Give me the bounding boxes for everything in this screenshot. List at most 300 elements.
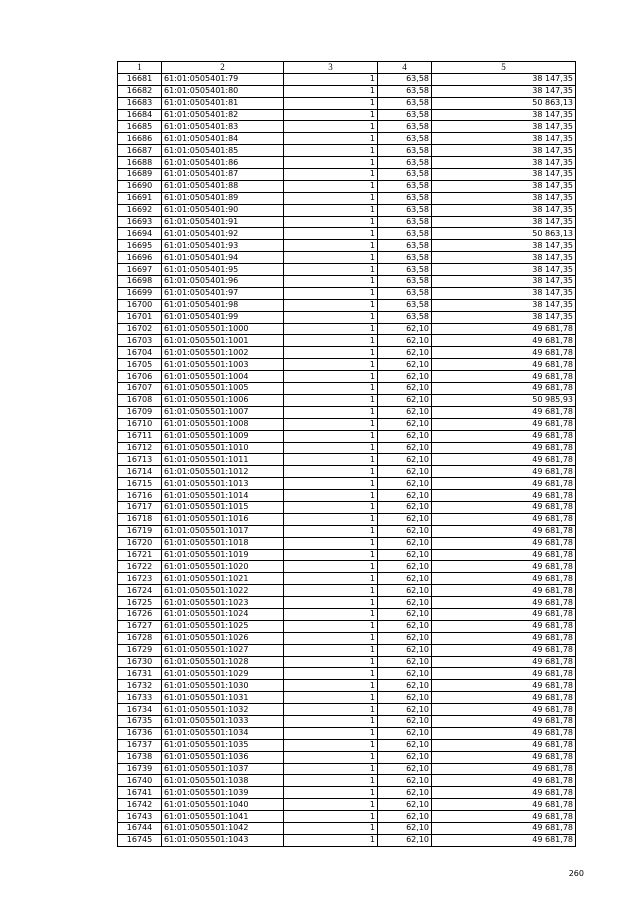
value-cell: 49 681,78 (432, 656, 576, 668)
row-number-cell: 16742 (118, 799, 162, 811)
cadastral-number-cell: 61:01:0505501:1019 (162, 549, 284, 561)
column-header: 4 (378, 62, 432, 74)
value-cell: 49 681,78 (432, 585, 576, 597)
area-cell: 62,10 (378, 323, 432, 335)
row-number-cell: 16713 (118, 454, 162, 466)
table-row (118, 169, 576, 181)
cadastral-number-cell: 61:01:0505501:1008 (162, 418, 284, 430)
table-row (118, 787, 576, 799)
table-row (118, 490, 576, 502)
value-cell: 49 681,78 (432, 454, 576, 466)
count-cell: 1 (284, 668, 378, 680)
area-cell: 62,10 (378, 680, 432, 692)
value-cell: 49 681,78 (432, 644, 576, 656)
area-cell: 63,58 (378, 299, 432, 311)
value-cell: 49 681,78 (432, 704, 576, 716)
count-cell: 1 (284, 466, 378, 478)
cadastral-number-cell: 61:01:0505501:1005 (162, 383, 284, 395)
area-cell: 62,10 (378, 335, 432, 347)
count-cell: 1 (284, 704, 378, 716)
count-cell: 1 (284, 192, 378, 204)
table-row (118, 727, 576, 739)
row-number-cell: 16695 (118, 240, 162, 252)
table-row (118, 811, 576, 823)
table-row (118, 311, 576, 323)
row-number-cell: 16701 (118, 311, 162, 323)
value-cell: 49 681,78 (432, 811, 576, 823)
row-number-cell: 16703 (118, 335, 162, 347)
table-row (118, 252, 576, 264)
table-row (118, 347, 576, 359)
table-row (118, 597, 576, 609)
value-cell: 49 681,78 (432, 787, 576, 799)
area-cell: 62,10 (378, 394, 432, 406)
count-cell: 1 (284, 739, 378, 751)
area-cell: 62,10 (378, 525, 432, 537)
value-cell: 38 147,35 (432, 145, 576, 157)
table-row (118, 157, 576, 169)
column-header: 1 (118, 62, 162, 74)
area-cell: 62,10 (378, 537, 432, 549)
count-cell: 1 (284, 145, 378, 157)
table-row (118, 394, 576, 406)
count-cell: 1 (284, 597, 378, 609)
row-number-cell: 16735 (118, 715, 162, 727)
value-cell: 49 681,78 (432, 383, 576, 395)
row-number-cell: 16689 (118, 169, 162, 181)
count-cell: 1 (284, 751, 378, 763)
cadastral-number-cell: 61:01:0505501:1037 (162, 763, 284, 775)
row-number-cell: 16683 (118, 97, 162, 109)
cadastral-number-cell: 61:01:0505501:1018 (162, 537, 284, 549)
table-row (118, 371, 576, 383)
count-cell: 1 (284, 97, 378, 109)
table-row (118, 668, 576, 680)
cadastral-number-cell: 61:01:0505501:1036 (162, 751, 284, 763)
value-cell: 49 681,78 (432, 692, 576, 704)
table-row (118, 73, 576, 85)
row-number-cell: 16737 (118, 739, 162, 751)
row-number-cell: 16697 (118, 264, 162, 276)
table-row (118, 264, 576, 276)
row-number-cell: 16705 (118, 359, 162, 371)
table-row (118, 573, 576, 585)
count-cell: 1 (284, 823, 378, 835)
table-row (118, 109, 576, 121)
cadastral-number-cell: 61:01:0505501:1038 (162, 775, 284, 787)
table-row (118, 121, 576, 133)
value-cell: 49 681,78 (432, 715, 576, 727)
table-row (118, 525, 576, 537)
row-number-cell: 16711 (118, 430, 162, 442)
cadastral-number-cell: 61:01:0505401:84 (162, 133, 284, 145)
area-cell: 63,58 (378, 228, 432, 240)
table-row (118, 799, 576, 811)
area-cell: 62,10 (378, 597, 432, 609)
area-cell: 62,10 (378, 501, 432, 513)
area-cell: 63,58 (378, 287, 432, 299)
row-number-cell: 16706 (118, 371, 162, 383)
count-cell: 1 (284, 608, 378, 620)
value-cell: 49 681,78 (432, 442, 576, 454)
count-cell: 1 (284, 347, 378, 359)
row-number-cell: 16692 (118, 204, 162, 216)
value-cell: 49 681,78 (432, 430, 576, 442)
cadastral-number-cell: 61:01:0505501:1012 (162, 466, 284, 478)
area-cell: 62,10 (378, 359, 432, 371)
cadastral-number-cell: 61:01:0505401:80 (162, 85, 284, 97)
area-cell: 63,58 (378, 169, 432, 181)
cadastral-number-cell: 61:01:0505501:1002 (162, 347, 284, 359)
value-cell: 49 681,78 (432, 608, 576, 620)
value-cell: 38 147,35 (432, 192, 576, 204)
value-cell: 38 147,35 (432, 299, 576, 311)
value-cell: 38 147,35 (432, 264, 576, 276)
area-cell: 62,10 (378, 454, 432, 466)
value-cell: 38 147,35 (432, 311, 576, 323)
row-number-cell: 16704 (118, 347, 162, 359)
cadastral-number-cell: 61:01:0505401:90 (162, 204, 284, 216)
area-cell: 62,10 (378, 727, 432, 739)
area-cell: 62,10 (378, 347, 432, 359)
area-cell: 63,58 (378, 109, 432, 121)
value-cell: 49 681,78 (432, 501, 576, 513)
table-row (118, 466, 576, 478)
column-header: 5 (432, 62, 576, 74)
cadastral-number-cell: 61:01:0505501:1017 (162, 525, 284, 537)
area-cell: 62,10 (378, 466, 432, 478)
count-cell: 1 (284, 834, 378, 846)
count-cell: 1 (284, 287, 378, 299)
row-number-cell: 16699 (118, 287, 162, 299)
cadastral-number-cell: 61:01:0505501:1033 (162, 715, 284, 727)
value-cell: 38 147,35 (432, 204, 576, 216)
row-number-cell: 16684 (118, 109, 162, 121)
cadastral-number-cell: 61:01:0505501:1029 (162, 668, 284, 680)
count-cell: 1 (284, 549, 378, 561)
table-row (118, 608, 576, 620)
table-row (118, 299, 576, 311)
cadastral-number-cell: 61:01:0505501:1031 (162, 692, 284, 704)
area-cell: 62,10 (378, 573, 432, 585)
value-cell: 49 681,78 (432, 632, 576, 644)
table-row (118, 775, 576, 787)
area-cell: 63,58 (378, 85, 432, 97)
row-number-cell: 16690 (118, 180, 162, 192)
value-cell: 38 147,35 (432, 133, 576, 145)
value-cell: 49 681,78 (432, 834, 576, 846)
table-row (118, 763, 576, 775)
row-number-cell: 16734 (118, 704, 162, 716)
count-cell: 1 (284, 692, 378, 704)
count-cell: 1 (284, 216, 378, 228)
count-cell: 1 (284, 418, 378, 430)
table-row (118, 704, 576, 716)
cadastral-number-cell: 61:01:0505401:96 (162, 276, 284, 288)
value-cell: 49 681,78 (432, 537, 576, 549)
area-cell: 62,10 (378, 549, 432, 561)
value-cell: 38 147,35 (432, 169, 576, 181)
count-cell: 1 (284, 715, 378, 727)
value-cell: 49 681,78 (432, 549, 576, 561)
row-number-cell: 16744 (118, 823, 162, 835)
area-cell: 63,58 (378, 252, 432, 264)
value-cell: 38 147,35 (432, 252, 576, 264)
area-cell: 62,10 (378, 442, 432, 454)
area-cell: 62,10 (378, 787, 432, 799)
table-row (118, 834, 576, 846)
table-row (118, 442, 576, 454)
table-row (118, 478, 576, 490)
count-cell: 1 (284, 180, 378, 192)
area-cell: 62,10 (378, 704, 432, 716)
area-cell: 63,58 (378, 157, 432, 169)
row-number-cell: 16722 (118, 561, 162, 573)
area-cell: 62,10 (378, 371, 432, 383)
column-header: 2 (162, 62, 284, 74)
cadastral-number-cell: 61:01:0505501:1024 (162, 608, 284, 620)
value-cell: 38 147,35 (432, 287, 576, 299)
row-number-cell: 16726 (118, 608, 162, 620)
row-number-cell: 16693 (118, 216, 162, 228)
value-cell: 49 681,78 (432, 525, 576, 537)
cadastral-number-cell: 61:01:0505401:82 (162, 109, 284, 121)
table-row (118, 692, 576, 704)
table-row (118, 133, 576, 145)
area-cell: 62,10 (378, 513, 432, 525)
area-cell: 62,10 (378, 430, 432, 442)
value-cell: 49 681,78 (432, 478, 576, 490)
cadastral-number-cell: 61:01:0505401:88 (162, 180, 284, 192)
table-row (118, 680, 576, 692)
row-number-cell: 16717 (118, 501, 162, 513)
area-cell: 63,58 (378, 216, 432, 228)
cadastral-number-cell: 61:01:0505501:1016 (162, 513, 284, 525)
count-cell: 1 (284, 335, 378, 347)
area-cell: 62,10 (378, 823, 432, 835)
row-number-cell: 16721 (118, 549, 162, 561)
cadastral-number-cell: 61:01:0505401:86 (162, 157, 284, 169)
count-cell: 1 (284, 513, 378, 525)
table-row (118, 561, 576, 573)
cadastral-number-cell: 61:01:0505501:1003 (162, 359, 284, 371)
cadastral-number-cell: 61:01:0505501:1040 (162, 799, 284, 811)
count-cell: 1 (284, 157, 378, 169)
count-cell: 1 (284, 775, 378, 787)
cadastral-number-cell: 61:01:0505501:1000 (162, 323, 284, 335)
count-cell: 1 (284, 680, 378, 692)
row-number-cell: 16716 (118, 490, 162, 502)
row-number-cell: 16731 (118, 668, 162, 680)
table-row (118, 145, 576, 157)
cadastral-number-cell: 61:01:0505401:85 (162, 145, 284, 157)
area-cell: 62,10 (378, 561, 432, 573)
table-row (118, 430, 576, 442)
row-number-cell: 16728 (118, 632, 162, 644)
value-cell: 49 681,78 (432, 597, 576, 609)
cadastral-number-cell: 61:01:0505401:91 (162, 216, 284, 228)
value-cell: 49 681,78 (432, 739, 576, 751)
column-header: 3 (284, 62, 378, 74)
cadastral-number-cell: 61:01:0505501:1013 (162, 478, 284, 490)
row-number-cell: 16694 (118, 228, 162, 240)
row-number-cell: 16687 (118, 145, 162, 157)
count-cell: 1 (284, 620, 378, 632)
row-number-cell: 16688 (118, 157, 162, 169)
table-row (118, 513, 576, 525)
value-cell: 49 681,78 (432, 418, 576, 430)
table-row (118, 656, 576, 668)
cadastral-number-cell: 61:01:0505501:1010 (162, 442, 284, 454)
value-cell: 38 147,35 (432, 216, 576, 228)
count-cell: 1 (284, 383, 378, 395)
area-cell: 63,58 (378, 97, 432, 109)
row-number-cell: 16712 (118, 442, 162, 454)
count-cell: 1 (284, 442, 378, 454)
area-cell: 63,58 (378, 276, 432, 288)
cadastral-number-cell: 61:01:0505501:1006 (162, 394, 284, 406)
count-cell: 1 (284, 371, 378, 383)
row-number-cell: 16700 (118, 299, 162, 311)
table-row (118, 240, 576, 252)
table-row (118, 751, 576, 763)
count-cell: 1 (284, 109, 378, 121)
value-cell: 49 681,78 (432, 775, 576, 787)
cadastral-number-cell: 61:01:0505401:93 (162, 240, 284, 252)
cadastral-number-cell: 61:01:0505501:1004 (162, 371, 284, 383)
row-number-cell: 16708 (118, 394, 162, 406)
table-row (118, 216, 576, 228)
count-cell: 1 (284, 406, 378, 418)
area-cell: 62,10 (378, 763, 432, 775)
area-cell: 62,10 (378, 775, 432, 787)
area-cell: 62,10 (378, 620, 432, 632)
value-cell: 49 681,78 (432, 490, 576, 502)
area-cell: 63,58 (378, 264, 432, 276)
count-cell: 1 (284, 121, 378, 133)
area-cell: 63,58 (378, 311, 432, 323)
cadastral-number-cell: 61:01:0505501:1020 (162, 561, 284, 573)
cadastral-number-cell: 61:01:0505401:81 (162, 97, 284, 109)
row-number-cell: 16691 (118, 192, 162, 204)
cadastral-number-cell: 61:01:0505501:1009 (162, 430, 284, 442)
area-cell: 62,10 (378, 811, 432, 823)
area-cell: 62,10 (378, 406, 432, 418)
cadastral-number-cell: 61:01:0505401:89 (162, 192, 284, 204)
value-cell: 49 681,78 (432, 620, 576, 632)
value-cell: 49 681,78 (432, 335, 576, 347)
row-number-cell: 16741 (118, 787, 162, 799)
area-cell: 63,58 (378, 180, 432, 192)
area-cell: 62,10 (378, 834, 432, 846)
cadastral-number-cell: 61:01:0505501:1043 (162, 834, 284, 846)
data-table (117, 61, 576, 847)
table-header-row (118, 62, 576, 74)
cadastral-number-cell: 61:01:0505501:1007 (162, 406, 284, 418)
value-cell: 50 863,13 (432, 228, 576, 240)
count-cell: 1 (284, 85, 378, 97)
table-row (118, 501, 576, 513)
value-cell: 49 681,78 (432, 751, 576, 763)
value-cell: 38 147,35 (432, 121, 576, 133)
area-cell: 62,10 (378, 632, 432, 644)
area-cell: 62,10 (378, 692, 432, 704)
table-row (118, 739, 576, 751)
count-cell: 1 (284, 73, 378, 85)
value-cell: 38 147,35 (432, 240, 576, 252)
table-row (118, 359, 576, 371)
area-cell: 62,10 (378, 418, 432, 430)
count-cell: 1 (284, 359, 378, 371)
cadastral-number-cell: 61:01:0505501:1025 (162, 620, 284, 632)
count-cell: 1 (284, 228, 378, 240)
value-cell: 49 681,78 (432, 323, 576, 335)
table-row (118, 287, 576, 299)
value-cell: 38 147,35 (432, 276, 576, 288)
table-row (118, 228, 576, 240)
table-row (118, 715, 576, 727)
cadastral-number-cell: 61:01:0505501:1039 (162, 787, 284, 799)
value-cell: 49 681,78 (432, 727, 576, 739)
table-row (118, 180, 576, 192)
value-cell: 49 681,78 (432, 406, 576, 418)
count-cell: 1 (284, 430, 378, 442)
value-cell: 49 681,78 (432, 371, 576, 383)
value-cell: 49 681,78 (432, 561, 576, 573)
count-cell: 1 (284, 252, 378, 264)
count-cell: 1 (284, 394, 378, 406)
cadastral-number-cell: 61:01:0505401:87 (162, 169, 284, 181)
cadastral-number-cell: 61:01:0505401:79 (162, 73, 284, 85)
cadastral-number-cell: 61:01:0505501:1030 (162, 680, 284, 692)
count-cell: 1 (284, 264, 378, 276)
row-number-cell: 16715 (118, 478, 162, 490)
value-cell: 38 147,35 (432, 157, 576, 169)
count-cell: 1 (284, 311, 378, 323)
row-number-cell: 16720 (118, 537, 162, 549)
area-cell: 62,10 (378, 799, 432, 811)
value-cell: 49 681,78 (432, 573, 576, 585)
cadastral-number-cell: 61:01:0505501:1001 (162, 335, 284, 347)
row-number-cell: 16740 (118, 775, 162, 787)
count-cell: 1 (284, 811, 378, 823)
count-cell: 1 (284, 323, 378, 335)
cadastral-number-cell: 61:01:0505501:1026 (162, 632, 284, 644)
cadastral-number-cell: 61:01:0505401:92 (162, 228, 284, 240)
count-cell: 1 (284, 454, 378, 466)
row-number-cell: 16698 (118, 276, 162, 288)
count-cell: 1 (284, 299, 378, 311)
row-number-cell: 16681 (118, 73, 162, 85)
area-cell: 62,10 (378, 608, 432, 620)
area-cell: 63,58 (378, 240, 432, 252)
row-number-cell: 16718 (118, 513, 162, 525)
cadastral-number-cell: 61:01:0505401:99 (162, 311, 284, 323)
table-row (118, 418, 576, 430)
row-number-cell: 16729 (118, 644, 162, 656)
table-row (118, 620, 576, 632)
area-cell: 62,10 (378, 668, 432, 680)
row-number-cell: 16725 (118, 597, 162, 609)
row-number-cell: 16743 (118, 811, 162, 823)
count-cell: 1 (284, 537, 378, 549)
count-cell: 1 (284, 727, 378, 739)
row-number-cell: 16709 (118, 406, 162, 418)
value-cell: 49 681,78 (432, 680, 576, 692)
area-cell: 62,10 (378, 383, 432, 395)
count-cell: 1 (284, 763, 378, 775)
cadastral-number-cell: 61:01:0505501:1023 (162, 597, 284, 609)
